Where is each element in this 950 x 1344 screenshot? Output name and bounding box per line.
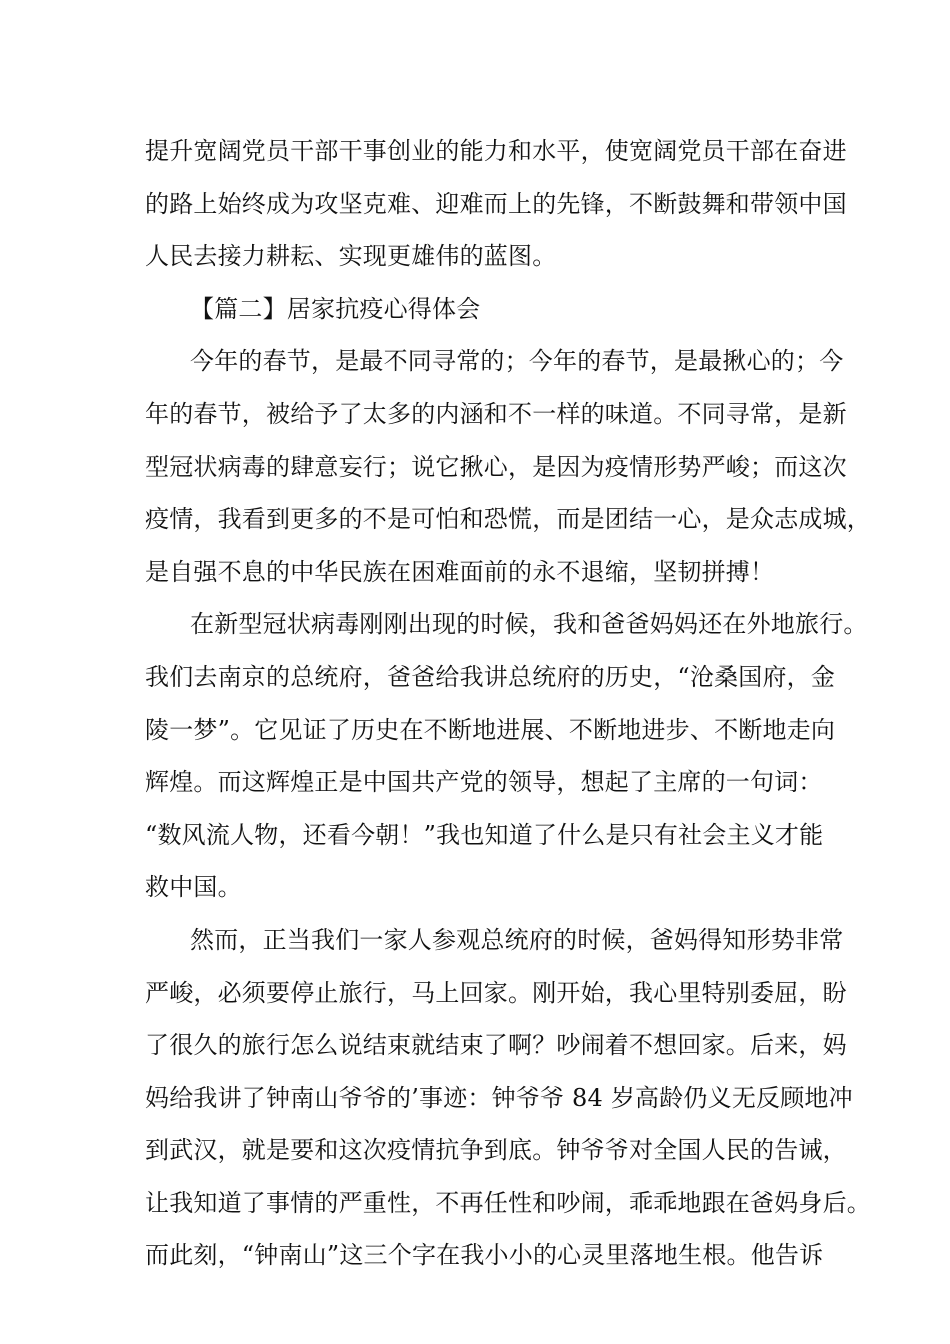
- text-line: 到武汉，就是要和这次疫情抗争到底。钟爷爷对全国人民的告诫，: [145, 1136, 847, 1165]
- text-line: 让我知道了事情的严重性，不再任性和吵闹，乖乖地跟在爸妈身后。: [145, 1188, 871, 1217]
- text-line: 我们去南京的总统府，爸爸给我讲总统府的历史，“沧桑国府，金: [145, 662, 836, 691]
- text-line: 在新型冠状病毒刚刚出现的时候，我和爸爸妈妈还在外地旅行。: [190, 610, 868, 639]
- document-body: [145, 125, 871, 1282]
- text-line: 是自强不息的中华民族在困难面前的永不退缩，坚韧拼搏！: [145, 557, 775, 586]
- text-line: 救中国。: [145, 873, 242, 902]
- section-heading: 【篇二】居家抗疫心得体会: [190, 294, 481, 323]
- text-line: 提升宽阔党员干部干事创业的能力和水平，使宽阔党员干部在奋进: [145, 137, 847, 165]
- text-line: 陵一梦”。它见证了历史在不断地进展、不断地进步、不断地走向: [145, 715, 836, 744]
- text-line: 型冠状病毒的肆意妄行；说它揪心，是因为疫情形势严峻；而这次: [145, 452, 847, 481]
- text-line: “数风流人物，还看今朝！”我也知道了什么是只有社会主义才能: [145, 820, 824, 849]
- text-line: 的路上始终成为攻坚克难、迎难而上的先锋，不断鼓舞和带领中国: [145, 189, 847, 218]
- text-line: 妈给我讲了钟南山爷爷的’事迹：钟爷爷 84 岁高龄仍义无反顾地冲: [145, 1083, 853, 1112]
- text-line: 人民去接力耕耘、实现更雄伟的蓝图。: [145, 242, 557, 271]
- text-line: 辉煌。而这辉煌正是中国共产党的领导，想起了主席的一句词：: [145, 768, 823, 797]
- text-line: 疫情，我看到更多的不是可怕和恐慌，而是团结一心，是众志成城，: [145, 505, 871, 534]
- text-line: 了很久的旅行怎么说结束就结束了啊？吵闹着不想回家。后来，妈: [145, 1031, 847, 1060]
- text-line: 严峻，必须要停止旅行，马上回家。刚开始，我心里特别委屈，盼: [145, 978, 847, 1007]
- text-line: 年的春节，被给予了太多的内涵和不一样的味道。不同寻常，是新: [145, 399, 847, 428]
- text-line: 而此刻，“钟南山”这三个字在我小小的心灵里落地生根。他告诉: [145, 1241, 824, 1270]
- text-line: 然而，正当我们一家人参观总统府的时候，爸妈得知形势非常: [190, 925, 844, 954]
- text-line: 今年的春节，是最不同寻常的；今年的春节，是最揪心的；今: [190, 347, 844, 376]
